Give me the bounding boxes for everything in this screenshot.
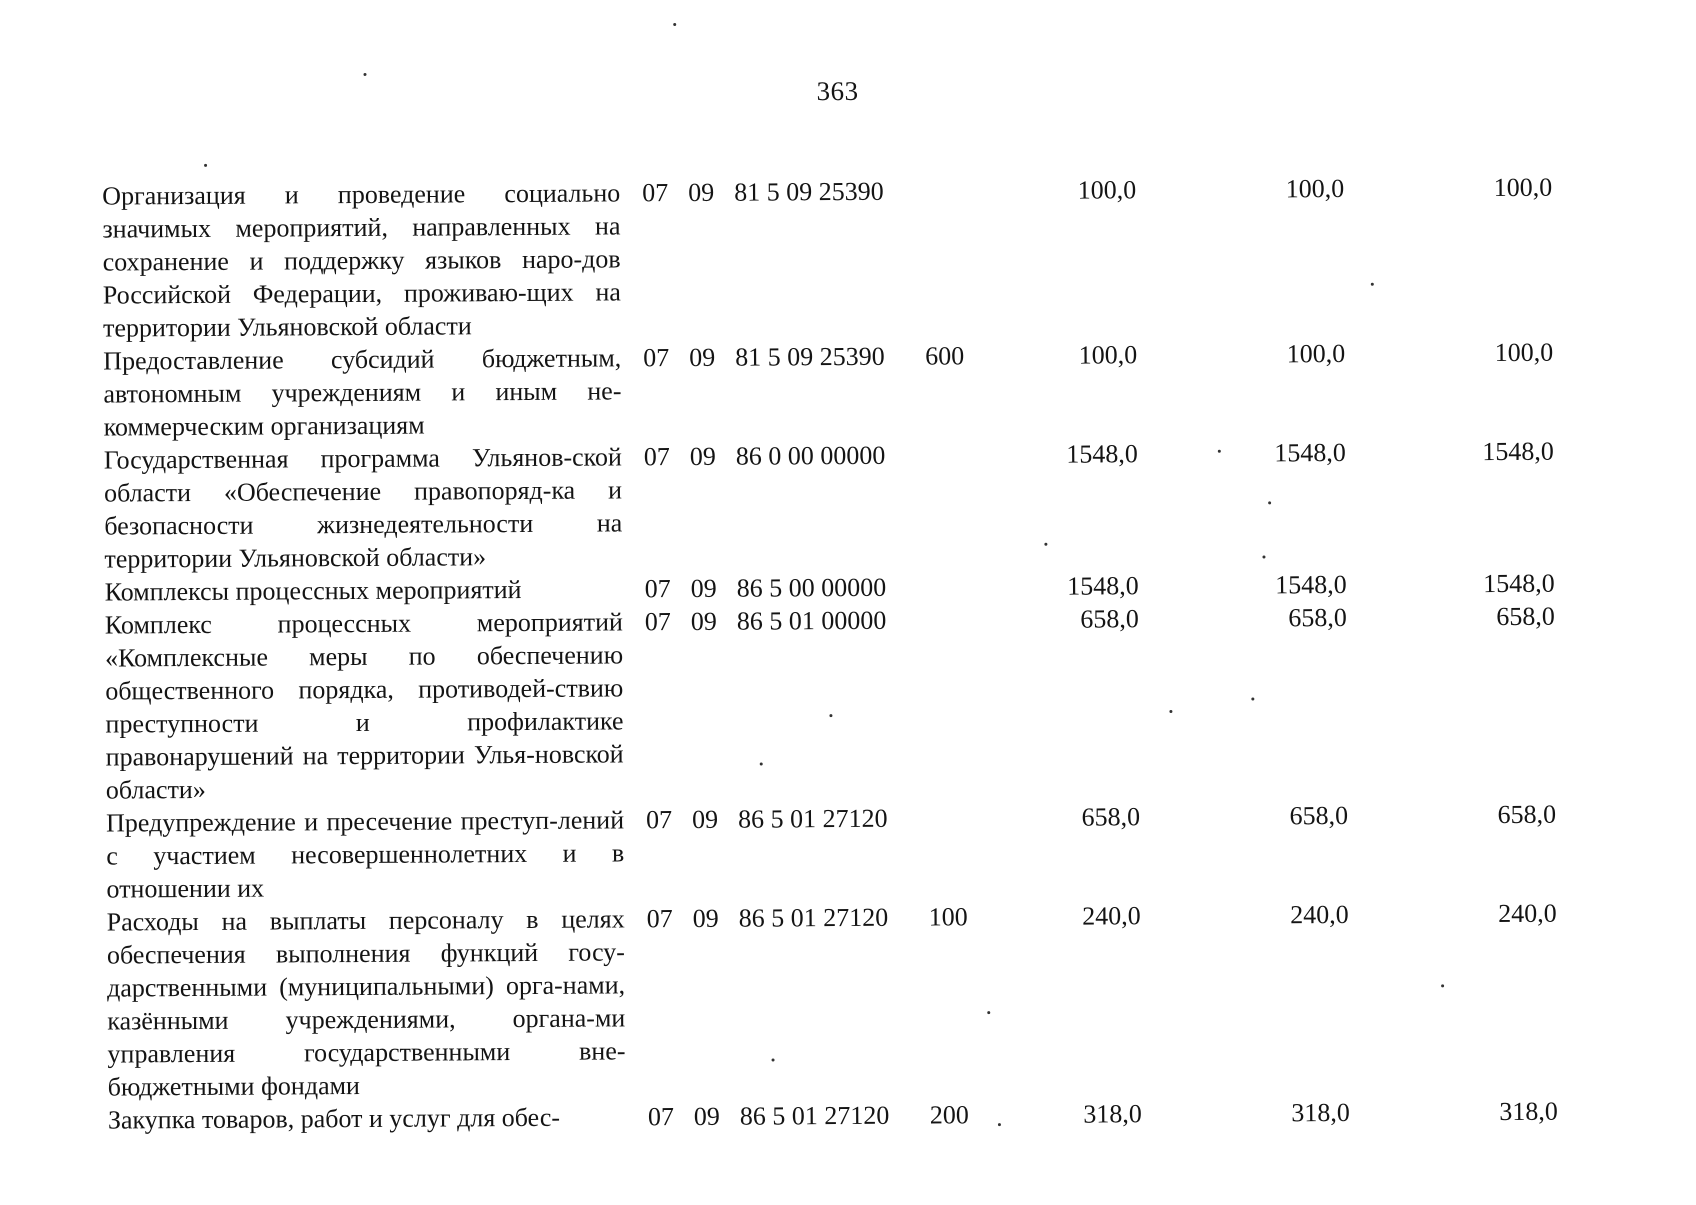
row-amount-3: 1548,0 <box>1346 435 1554 469</box>
scan-speck <box>1268 501 1271 504</box>
row-subsection-code: 09 <box>689 341 735 374</box>
budget-table <box>102 171 1578 1137</box>
row-amount-2: 100,0 <box>1137 337 1345 371</box>
row-subsection-code: 09 <box>694 1100 740 1133</box>
scan-speck <box>673 23 676 26</box>
row-subsection-code: 09 <box>688 176 734 209</box>
row-section-code: 07 <box>647 902 693 935</box>
row-target-article: 81 5 09 25390 <box>734 175 924 209</box>
row-name: Комплекс процессных мероприятий «Комплексные меры по обеспечению общественного порядка, противодей-ствию преступности и профилактике правонарушений на территории Улья-новской области» <box>105 605 624 806</box>
row-amount-1: 100,0 <box>984 173 1136 207</box>
row-name: Предупреждение и пресечение преступ-лений с участием несовершеннолетних и в отношении их <box>106 803 625 905</box>
row-amount-2: 658,0 <box>1139 601 1347 635</box>
scan-speck <box>987 1011 990 1014</box>
row-name: Закупка товаров, работ и услуг для обес- <box>108 1100 626 1136</box>
row-target-article: 86 5 01 27120 <box>740 1099 930 1133</box>
table-row <box>105 600 1576 807</box>
row-amount-1: 240,0 <box>989 899 1141 933</box>
scan-speck <box>1044 543 1047 546</box>
row-target-article: 86 5 01 27120 <box>739 901 929 935</box>
row-name: Организация и проведение социально значимых мероприятий, направленных на сохранение и поддержку языков наро-дов Российской Федерации, проживаю-щих на территории Ульяновской области <box>102 176 621 344</box>
row-name: Предоставление субсидий бюджетным, автономным учреждениям и иным не-коммерческим организациям <box>103 341 622 443</box>
row-amount-1: 658,0 <box>987 602 1139 636</box>
scan-speck <box>829 714 832 717</box>
row-amount-2: 100,0 <box>1136 172 1344 206</box>
row-target-article: 86 5 01 00000 <box>737 604 927 638</box>
scan-speck <box>772 1058 775 1061</box>
row-amount-2: 1548,0 <box>1138 436 1346 470</box>
row-subsection-code: 09 <box>692 803 738 836</box>
scan-speck <box>1262 555 1265 558</box>
row-amount-3: 100,0 <box>1345 336 1553 370</box>
page-number: 363 <box>778 76 898 108</box>
row-amount-1: 318,0 <box>990 1097 1142 1131</box>
row-amount-1: 658,0 <box>988 800 1140 834</box>
row-expense-type: 100 <box>929 900 989 933</box>
scan-speck <box>364 73 367 76</box>
row-section-code: 07 <box>643 341 689 374</box>
scan-speck <box>1371 283 1374 286</box>
scan-speck <box>1169 710 1172 713</box>
scan-speck <box>1441 984 1444 987</box>
row-amount-3: 658,0 <box>1347 600 1555 634</box>
row-subsection-code: 09 <box>691 572 737 605</box>
table-row <box>107 897 1578 1104</box>
row-amount-2: 240,0 <box>1141 898 1349 932</box>
scan-speck <box>998 1123 1001 1126</box>
row-amount-3: 1548,0 <box>1347 567 1555 601</box>
row-target-article: 81 5 09 25390 <box>735 340 925 374</box>
table-row <box>106 798 1577 906</box>
row-subsection-code: 09 <box>690 440 736 473</box>
row-section-code: 07 <box>648 1100 694 1133</box>
row-section-code: 07 <box>645 572 691 605</box>
row-amount-2: 318,0 <box>1142 1096 1350 1130</box>
row-amount-1: 100,0 <box>985 338 1137 372</box>
row-amount-3: 318,0 <box>1350 1095 1558 1129</box>
scan-speck <box>204 164 207 167</box>
table-row <box>102 171 1573 345</box>
row-amount-3: 658,0 <box>1348 798 1556 832</box>
scan-speck <box>1218 450 1221 453</box>
scan-speck <box>760 763 763 766</box>
table-row <box>103 336 1574 444</box>
row-section-code: 07 <box>646 803 692 836</box>
row-amount-1: 1548,0 <box>987 569 1139 603</box>
row-section-code: 07 <box>642 176 688 209</box>
row-amount-3: 240,0 <box>1349 897 1557 931</box>
row-section-code: 07 <box>645 605 691 638</box>
row-amount-2: 658,0 <box>1140 799 1348 833</box>
row-amount-1: 1548,0 <box>986 437 1138 471</box>
scan-speck <box>1251 698 1254 701</box>
row-name: Расходы на выплаты персоналу в целях обеспечения выполнения функций госу-дарственными (муниципальными) орга-нами, казёнными учреждениями, органа-ми управления государственными вне-бюджетными фондами <box>107 902 626 1103</box>
row-target-article: 86 0 00 00000 <box>736 439 926 473</box>
row-amount-2: 1548,0 <box>1139 568 1347 602</box>
table-row <box>104 435 1575 576</box>
row-target-article: 86 5 01 27120 <box>738 802 928 836</box>
row-name: Комплексы процессных мероприятий <box>105 572 623 608</box>
row-amount-3: 100,0 <box>1344 171 1552 205</box>
row-name: Государственная программа Ульянов-ской области «Обеспечение правопоряд-ка и безопасности жизнедеятельности на территории Ульяновской области» <box>104 440 623 575</box>
row-subsection-code: 09 <box>693 902 739 935</box>
row-subsection-code: 09 <box>691 605 737 638</box>
row-expense-type: 600 <box>925 339 985 372</box>
row-expense-type: 200 <box>930 1098 990 1131</box>
row-section-code: 07 <box>644 440 690 473</box>
row-target-article: 86 5 00 00000 <box>737 571 927 605</box>
